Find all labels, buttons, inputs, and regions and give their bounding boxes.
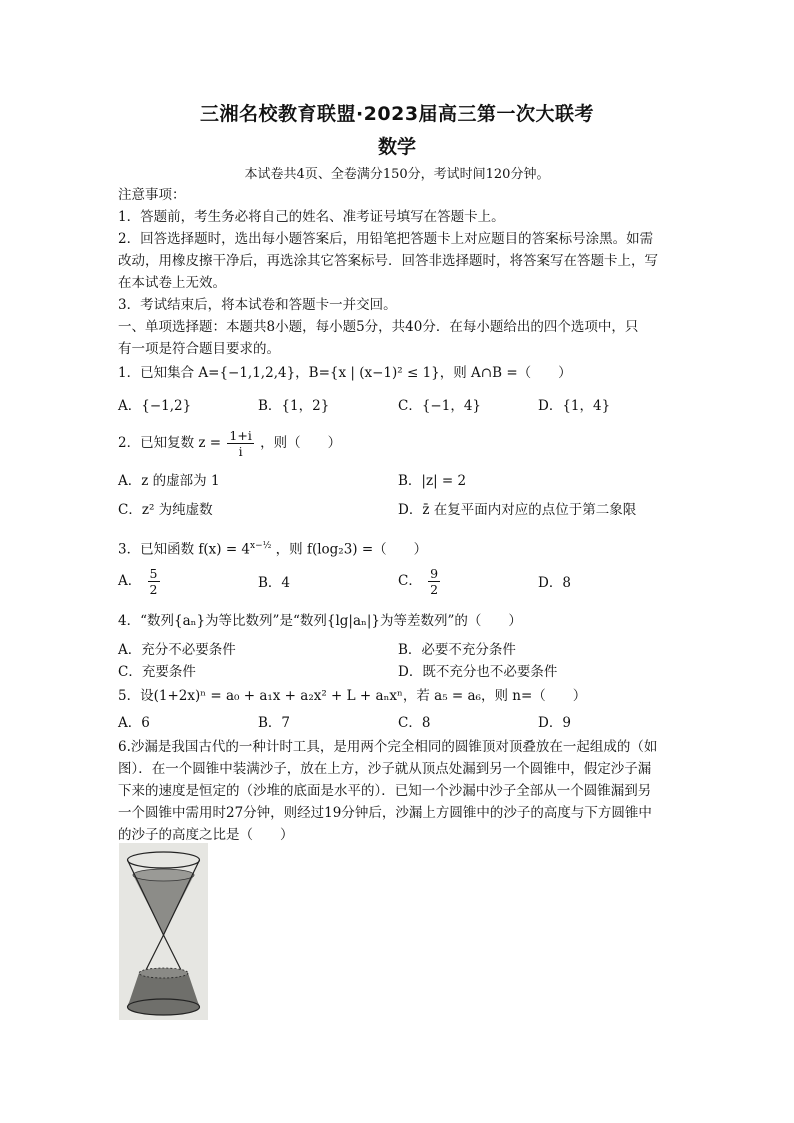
q4-stem: 4．“数列{aₙ}为等比数列”是“数列{lg|aₙ|}为等差数列”的（ ）	[118, 613, 522, 629]
bottom-rim	[128, 999, 200, 1015]
q3-option-b: B．4	[258, 575, 291, 591]
q2-option-a: A．z 的虚部为 1	[118, 473, 220, 489]
exam-title: 三湘名校教育联盟·2023届高三第一次大联考	[199, 103, 595, 125]
q4-option-d: D．既不充分也不必要条件	[398, 664, 558, 680]
section-heading: 一、单项选择题：本题共8小题，每小题5分，共40分．在每小题给出的四个选项中，只	[118, 319, 639, 335]
note-line: 改动，用橡皮擦干净后，再选涂其它答案标号．回答非选择题时，将答案写在答题卡上，写	[118, 253, 658, 269]
notes-heading: 注意事项：	[118, 187, 186, 203]
q6-line: 下来的速度是恒定的（沙堆的底面是水平的）．已知一个沙漏中沙子全部从一个圆锥漏到另	[118, 783, 652, 799]
lower-sand-surface	[139, 968, 188, 978]
q6-line: 的沙子的高度之比是（ ）	[118, 827, 294, 843]
q3-option-a-num: 5	[149, 566, 158, 581]
q1-option-b: B．{1，2}	[258, 398, 330, 414]
q3-option-a	[118, 566, 162, 597]
q3-option-c-fraction	[428, 566, 440, 597]
q1-stem: 1．已知集合 A={−1,1,2,4}，B={x | (x−1)² ≤ 1}，则 A∩B =（ ）	[118, 365, 572, 381]
q3-option-a-den: 2	[149, 582, 158, 597]
q1-option-a: A．{−1,2}	[118, 398, 192, 414]
q2-option-c: C．z² 为纯虚数	[118, 502, 213, 518]
q3-option-a-fraction	[148, 566, 160, 597]
q5-option-a: A．6	[118, 715, 150, 731]
hourglass-figure	[119, 843, 208, 1020]
q2-fraction	[227, 428, 253, 459]
q2-option-b: B．|z| = 2	[398, 473, 467, 489]
q3-option-c-num: 9	[430, 566, 439, 581]
q2-stem	[118, 428, 341, 459]
q5-option-c: C．8	[398, 715, 431, 731]
q3-exponent: x−½	[250, 541, 272, 551]
note-line: 1．答题前，考生务必将自己的姓名、准考证号填写在答题卡上。	[118, 209, 505, 225]
q3-stem-post: ，则 f(log₂3) =（ ）	[275, 541, 428, 558]
q4-option-b: B．必要不充分条件	[398, 642, 516, 658]
subject-title: 数学	[377, 136, 416, 158]
q1-option-c: C．{−1，4}	[398, 398, 481, 414]
q3-option-c-den: 2	[430, 582, 439, 597]
q6-line: 一个圆锥中需用时27分钟，则经过19分钟后，沙漏上方圆锥中的沙子的高度与下方圆锥中	[118, 805, 652, 821]
q2-stem-post: ，则（ ）	[260, 435, 342, 451]
section-heading-cont: 有一项是符合题目要求的。	[118, 341, 280, 357]
q3-option-a-label: A．	[118, 573, 142, 589]
exam-info: 本试卷共4页、全卷满分150分，考试时间120分钟。	[244, 167, 550, 182]
q1-option-d: D．{1，4}	[538, 398, 611, 414]
note-line: 2．回答选择题时，选出每小题答案后，用铅笔把答题卡上对应题目的答案标号涂黑。如需	[118, 231, 654, 247]
q3-option-d: D．8	[538, 575, 571, 591]
q4-option-c: C．充要条件	[118, 664, 196, 680]
note-line: 3．考试结束后，将本试卷和答题卡一并交回。	[118, 297, 397, 313]
q2-frac-den: i	[238, 444, 243, 459]
q4-option-a: A．充分不必要条件	[118, 642, 236, 658]
q2-frac-num: 1+i	[229, 428, 252, 443]
q6-line: 图）．在一个圆锥中装满沙子，放在上方，沙子就从顶点处漏到另一个圆锥中，假定沙子漏	[118, 761, 652, 777]
upper-sand-surface	[133, 869, 194, 881]
q6-line: 6.沙漏是我国古代的一种计时工具，是用两个完全相同的圆锥顶对顶叠放在一起组成的（如	[118, 739, 658, 755]
q5-option-b: B．7	[258, 715, 291, 731]
q2-option-d: D．z̄ 在复平面内对应的点位于第二象限	[398, 502, 637, 518]
q3-stem-pre: 3．已知函数 f(x) = 4	[118, 541, 251, 558]
q5-stem: 5．设(1+2x)ⁿ = a₀ + a₁x + a₂x² + L + aₙxⁿ，若 a₅ = a₆，则 n=（ ）	[118, 688, 587, 704]
q3-option-c-label: C．	[398, 573, 422, 589]
q5-option-d: D．9	[538, 715, 571, 731]
q3-stem	[118, 537, 427, 559]
q3-option-c	[398, 566, 442, 597]
q2-stem-pre: 2．已知复数 z =	[118, 435, 222, 451]
note-line: 在本试卷上无效。	[118, 275, 226, 291]
